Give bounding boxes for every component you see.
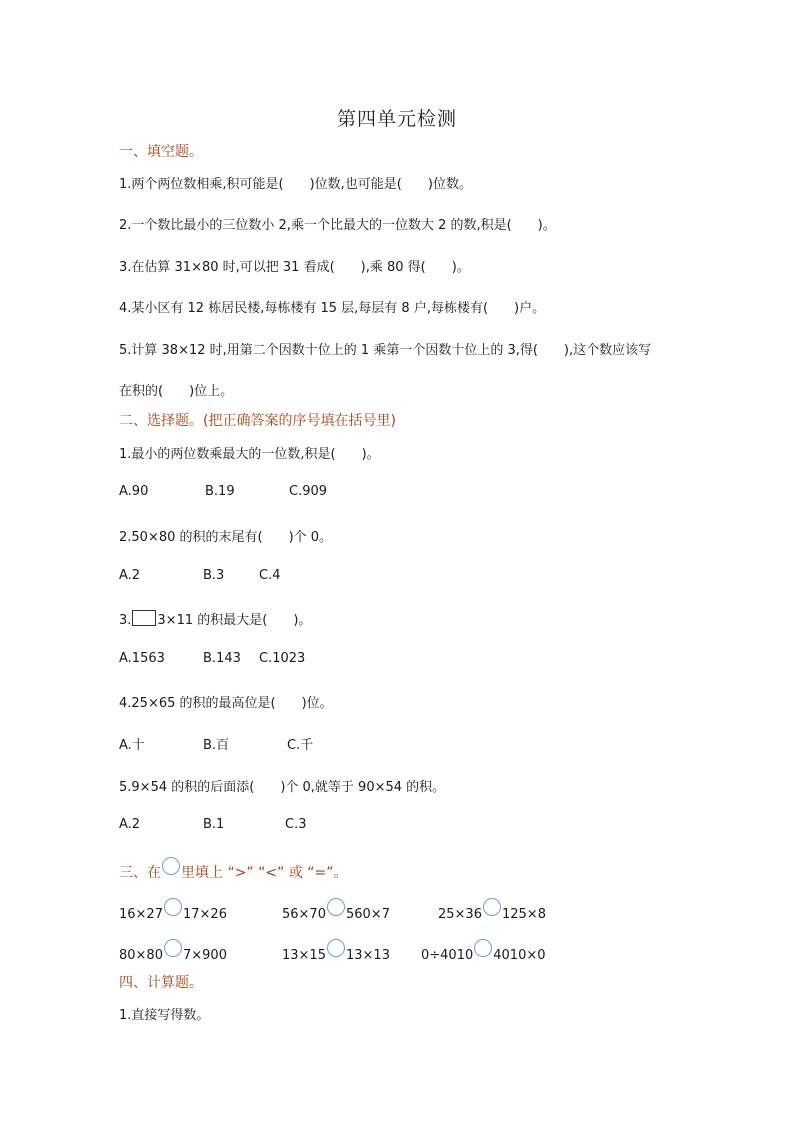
- choice-question-3-prefix: 3.: [119, 613, 132, 628]
- choice-option-a: A.十: [119, 738, 145, 753]
- choice-question-4: 4.25×65 的积的最高位是( )位。: [119, 696, 333, 711]
- choice-option-c: C.4: [259, 568, 281, 583]
- compare-heading-prefix: 三、在: [119, 865, 161, 881]
- page-title: 第四单元检测: [336, 108, 457, 130]
- compare-left: 0÷4010: [421, 948, 474, 963]
- choice-option-b: B.1: [203, 817, 225, 832]
- choice-option-c: C.1023: [259, 651, 306, 666]
- fill-blank-item-2: 2.一个数比最小的三位数小 2,乘一个比最大的一位数大 2 的数,积是( )。: [119, 218, 556, 233]
- choice-option-c: C.千: [287, 738, 314, 753]
- compare-left: 16×27: [119, 907, 163, 922]
- compare-item: [119, 939, 227, 963]
- fill-blank-item-4: 4.某小区有 12 栋居民楼,每栋楼有 15 层,每层有 8 户,每栋楼有( )户。: [119, 301, 546, 316]
- compare-left: 56×70: [282, 907, 326, 922]
- compare-right: 7×900: [182, 948, 227, 963]
- compare-right: 125×8: [501, 907, 546, 922]
- calc-item-1: 1.直接写得数。: [119, 1008, 210, 1023]
- compare-right: 17×26: [182, 907, 227, 922]
- choice-option-a: A.2: [119, 817, 141, 832]
- choice-option-c: C.3: [285, 817, 307, 832]
- compare-row-2: [119, 939, 679, 961]
- choice-option-b: B.百: [203, 738, 230, 753]
- fill-blank-item-3: 3.在估算 31×80 时,可以把 31 看成( ),乘 80 得( )。: [119, 260, 470, 275]
- choice-question-3: [119, 609, 311, 628]
- compare-left: 13×15: [282, 948, 326, 963]
- section-heading-choice: 二、选择题。(把正确答案的序号填在括号里): [119, 413, 396, 429]
- choice-question-2: 2.50×80 的积的末尾有( )个 0。: [119, 530, 333, 545]
- compare-item: [119, 898, 227, 922]
- choice-question-3-suffix: 3×11 的积最大是( )。: [157, 613, 312, 628]
- compare-left: 25×36: [438, 907, 482, 922]
- fill-blank-item-1: 1.两个两位数相乘,积可能是( )位数,也可能是( )位数。: [119, 177, 472, 192]
- choice-option-c: C.909: [289, 484, 328, 499]
- circle-blank-icon: [162, 857, 180, 875]
- fill-blank-item-5-continued: 在积的( )位上。: [119, 384, 234, 399]
- compare-left: 80×80: [119, 948, 163, 963]
- section-heading-compare: [119, 857, 348, 882]
- circle-blank-icon[interactable]: [164, 939, 182, 957]
- compare-right: 560×7: [345, 907, 390, 922]
- compare-right: 4010×0: [493, 948, 546, 963]
- circle-blank-icon[interactable]: [164, 898, 182, 916]
- compare-item: [282, 939, 390, 963]
- circle-blank-icon[interactable]: [474, 939, 492, 957]
- section-heading-calc: 四、计算题。: [119, 975, 203, 991]
- circle-blank-icon[interactable]: [327, 939, 345, 957]
- choice-question-5: 5.9×54 的积的后面添( )个 0,就等于 90×54 的积。: [119, 780, 446, 795]
- compare-right: 13×13: [345, 948, 390, 963]
- section-heading-fill-blank: 一、填空题。: [119, 144, 203, 160]
- compare-item: [438, 898, 546, 922]
- compare-heading-suffix: 里填上 “>” “<” 或 “=”。: [181, 865, 348, 881]
- blank-box: [132, 610, 156, 626]
- choice-option-a: A.2: [119, 568, 141, 583]
- choice-option-a: A.1563: [119, 651, 165, 666]
- choice-option-b: B.143: [203, 651, 241, 666]
- choice-option-b: B.3: [203, 568, 225, 583]
- choice-option-a: A.90: [119, 484, 149, 499]
- compare-item: [282, 898, 390, 922]
- compare-row-1: [119, 898, 679, 920]
- fill-blank-item-5: 5.计算 38×12 时,用第二个因数十位上的 1 乘第一个因数十位上的 3,得( ),这个数应该写: [119, 343, 652, 358]
- choice-option-b: B.19: [205, 484, 235, 499]
- circle-blank-icon[interactable]: [327, 898, 345, 916]
- choice-question-1: 1.最小的两位数乘最大的一位数,积是( )。: [119, 447, 380, 462]
- circle-blank-icon[interactable]: [483, 898, 501, 916]
- compare-item: [421, 939, 546, 963]
